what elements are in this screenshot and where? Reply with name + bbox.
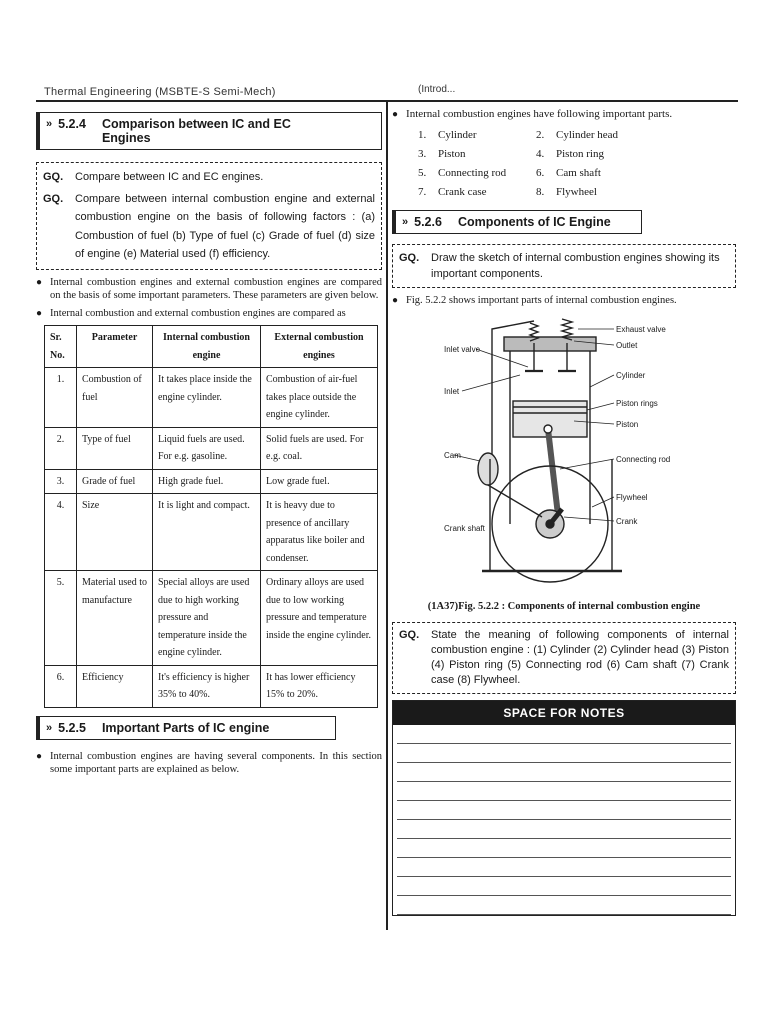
table-cell: Combustion of air-fuel takes place outside the engine cylinder. bbox=[261, 368, 378, 428]
label-crank-shaft: Crank shaft bbox=[444, 524, 485, 533]
running-head-right: (Introd... bbox=[418, 84, 456, 95]
table-cell: Special alloys are used due to high working pressure and temperature inside the engine cylinder. bbox=[153, 571, 261, 666]
cam bbox=[478, 453, 498, 485]
leader-flywheel bbox=[592, 497, 614, 507]
label-flywheel: Flywheel bbox=[616, 493, 648, 502]
part-number: 4. bbox=[536, 147, 545, 160]
table-cell: It's efficiency is higher 35% to 40%. bbox=[153, 665, 261, 707]
part-name: Cylinder head bbox=[556, 128, 619, 141]
gq-row bbox=[399, 250, 729, 282]
ic-engine-diagram bbox=[392, 309, 736, 599]
table-cell: 3. bbox=[45, 469, 77, 494]
label-piston: Piston bbox=[616, 420, 639, 429]
table-cell: It is light and compact. bbox=[153, 494, 261, 571]
table-cell: 2. bbox=[45, 427, 77, 469]
parts-list bbox=[418, 126, 736, 202]
section-title: Components of IC Engine bbox=[457, 214, 611, 229]
label-exhaust-valve: Exhaust valve bbox=[616, 325, 666, 334]
bullet-text: Internal combustion engines are having several components. In this section some important parts are explained as below. bbox=[50, 750, 382, 775]
part-number: 1. bbox=[418, 128, 427, 141]
section-number: 5.2.6 bbox=[414, 214, 442, 229]
part-name: Crank case bbox=[438, 185, 487, 198]
gq-question: Compare between internal combustion engine and external combustion engine on the basis of following factors : (a) Combustion of fuel (b) Type of fuel (c) Grade of fuel (d) size of engine (e) Material used (f) efficiency. bbox=[75, 192, 375, 260]
bullet-item bbox=[392, 108, 736, 122]
section-number: 5.2.5 bbox=[58, 720, 86, 735]
bullet-icon: ● bbox=[392, 109, 399, 120]
section-heading-5-2-4 bbox=[36, 112, 382, 150]
column-header: Internal combustion engine bbox=[153, 326, 261, 368]
notes-line bbox=[397, 744, 731, 763]
column-header: Parameter bbox=[77, 326, 153, 368]
right-column bbox=[392, 100, 736, 916]
gq-row bbox=[43, 168, 375, 187]
table-cell: It takes place inside the engine cylinder. bbox=[153, 368, 261, 428]
bullet-text: Internal combustion engines and external combustion engines are compared on the basis of some important parameters. These parameters are given below. bbox=[50, 276, 382, 301]
notes-line bbox=[397, 725, 731, 744]
notes-line bbox=[397, 820, 731, 839]
label-cylinder: Cylinder bbox=[616, 371, 646, 380]
part-name: Cylinder bbox=[438, 128, 477, 141]
notes-line bbox=[397, 858, 731, 877]
running-head-left: Thermal Engineering (MSBTE-S Semi-Mech) bbox=[44, 86, 276, 98]
section-arrow-icon: » bbox=[402, 215, 409, 228]
bullet-icon: ● bbox=[36, 276, 43, 288]
bullet-item bbox=[36, 750, 382, 777]
table-cell: Efficiency bbox=[77, 665, 153, 707]
gq-row bbox=[43, 190, 375, 264]
label-inlet-valve: Inlet valve bbox=[444, 345, 481, 354]
part-name: Flywheel bbox=[556, 185, 597, 198]
gq-tag: GQ. bbox=[399, 629, 420, 641]
table-cell: 4. bbox=[45, 494, 77, 571]
section-title: Comparison between IC and EC Engines bbox=[101, 117, 291, 145]
notes-heading: SPACE FOR NOTES bbox=[393, 701, 735, 725]
bullet-icon: ● bbox=[392, 294, 399, 306]
gq-question: Draw the sketch of internal combustion engines showing its important components. bbox=[431, 251, 720, 280]
gudgeon-pin bbox=[544, 425, 552, 433]
gq-tag: GQ. bbox=[399, 251, 420, 264]
bullet-text: Internal combustion and external combustion engines are compared as bbox=[50, 307, 346, 319]
section-number: 5.2.4 bbox=[58, 117, 86, 131]
table-cell: Grade of fuel bbox=[77, 469, 153, 494]
part-name: Piston bbox=[438, 147, 466, 160]
notes-line bbox=[397, 763, 731, 782]
table-row bbox=[45, 469, 378, 494]
bullet-item bbox=[392, 294, 736, 308]
figure-caption: (1A37)Fig. 5.2.2 : Components of internal combustion engine bbox=[427, 601, 701, 612]
notes-line bbox=[397, 782, 731, 801]
gq-tag: GQ. bbox=[43, 171, 64, 183]
column-divider bbox=[386, 100, 388, 930]
part-name: Piston ring bbox=[556, 147, 604, 160]
gq-row bbox=[399, 628, 729, 688]
gq-tag: GQ. bbox=[43, 192, 64, 205]
leader-connecting-rod bbox=[560, 459, 614, 469]
section-title: Important Parts of IC engine bbox=[101, 720, 270, 735]
gq-box-sketch bbox=[392, 244, 736, 288]
label-piston-rings: Piston rings bbox=[616, 399, 658, 408]
table-cell: Material used to manufacture bbox=[77, 571, 153, 666]
notes-line bbox=[397, 801, 731, 820]
bullet-text: Fig. 5.2.2 shows important parts of internal combustion engines. bbox=[406, 294, 677, 306]
notes-line bbox=[397, 839, 731, 858]
part-name: Connecting rod bbox=[438, 166, 507, 179]
table-cell: Liquid fuels are used. For e.g. gasoline. bbox=[153, 427, 261, 469]
table-row bbox=[45, 427, 378, 469]
section-heading-5-2-5 bbox=[36, 716, 336, 740]
table-cell: It is heavy due to presence of ancillary apparatus like boiler and condenser. bbox=[261, 494, 378, 571]
table-cell: Type of fuel bbox=[77, 427, 153, 469]
bullet-icon: ● bbox=[36, 750, 43, 762]
bullet-item bbox=[36, 307, 382, 321]
table-header-row bbox=[45, 326, 378, 368]
connecting-rod bbox=[548, 429, 558, 515]
table-cell: 5. bbox=[45, 571, 77, 666]
label-inlet: Inlet bbox=[444, 387, 460, 396]
leader-cylinder bbox=[590, 375, 614, 387]
gq-box-meaning bbox=[392, 622, 736, 694]
table-row bbox=[45, 665, 378, 707]
notes-lines bbox=[393, 725, 735, 915]
part-number: 2. bbox=[536, 128, 545, 141]
bullet-item bbox=[36, 276, 382, 303]
label-crank: Crank bbox=[616, 517, 638, 526]
column-header: External combustion engines bbox=[261, 326, 378, 368]
bullet-icon: ● bbox=[36, 307, 43, 319]
part-number: 3. bbox=[418, 147, 427, 160]
bullet-text: Internal combustion engines have following important parts. bbox=[406, 108, 673, 120]
gq-box-compare bbox=[36, 162, 382, 270]
table-cell: 6. bbox=[45, 665, 77, 707]
engine-drawing bbox=[478, 319, 622, 582]
table-cell: It has lower efficiency 15% to 20%. bbox=[261, 665, 378, 707]
label-cam: Cam bbox=[444, 451, 461, 460]
table-row bbox=[45, 494, 378, 571]
table-cell: Solid fuels are used. For e.g. coal. bbox=[261, 427, 378, 469]
leader-piston-rings bbox=[587, 403, 614, 410]
part-number: 8. bbox=[536, 185, 545, 198]
cylinder-head bbox=[504, 337, 596, 351]
leader-inlet-valve bbox=[476, 349, 528, 367]
notes-line bbox=[397, 877, 731, 896]
notes-area bbox=[392, 700, 736, 916]
part-number: 6. bbox=[536, 166, 545, 179]
gq-question: Compare between IC and EC engines. bbox=[75, 171, 264, 183]
table-cell: Ordinary alloys are used due to low working pressure and temperature inside the engine cylinder. bbox=[261, 571, 378, 666]
leader-crank bbox=[564, 517, 614, 521]
notes-line bbox=[397, 896, 731, 915]
table-cell: 1. bbox=[45, 368, 77, 428]
label-outlet: Outlet bbox=[616, 341, 638, 350]
column-header: Sr. No. bbox=[45, 326, 77, 368]
label-connecting-rod: Connecting rod bbox=[616, 455, 671, 464]
section-arrow-icon: » bbox=[46, 118, 53, 130]
left-column bbox=[36, 104, 382, 777]
table-row bbox=[45, 368, 378, 428]
table-cell: High grade fuel. bbox=[153, 469, 261, 494]
part-number: 7. bbox=[418, 185, 427, 198]
table-row bbox=[45, 571, 378, 666]
part-name: Cam shaft bbox=[556, 166, 601, 179]
leader-inlet bbox=[462, 375, 520, 391]
section-arrow-icon: » bbox=[46, 721, 53, 734]
table-cell: Combustion of fuel bbox=[77, 368, 153, 428]
table-cell: Size bbox=[77, 494, 153, 571]
section-heading-5-2-6 bbox=[392, 210, 642, 234]
table-cell: Low grade fuel. bbox=[261, 469, 378, 494]
gq-question: State the meaning of following components of internal combustion engine : (1) Cylinder (2) Cylinder head (3) Piston (4) Piston ring (5) Connecting rod (6) Cam shaft (7) Crank case (8) Flywheel. bbox=[431, 629, 729, 686]
comparison-table bbox=[44, 325, 378, 708]
part-number: 5. bbox=[418, 166, 427, 179]
